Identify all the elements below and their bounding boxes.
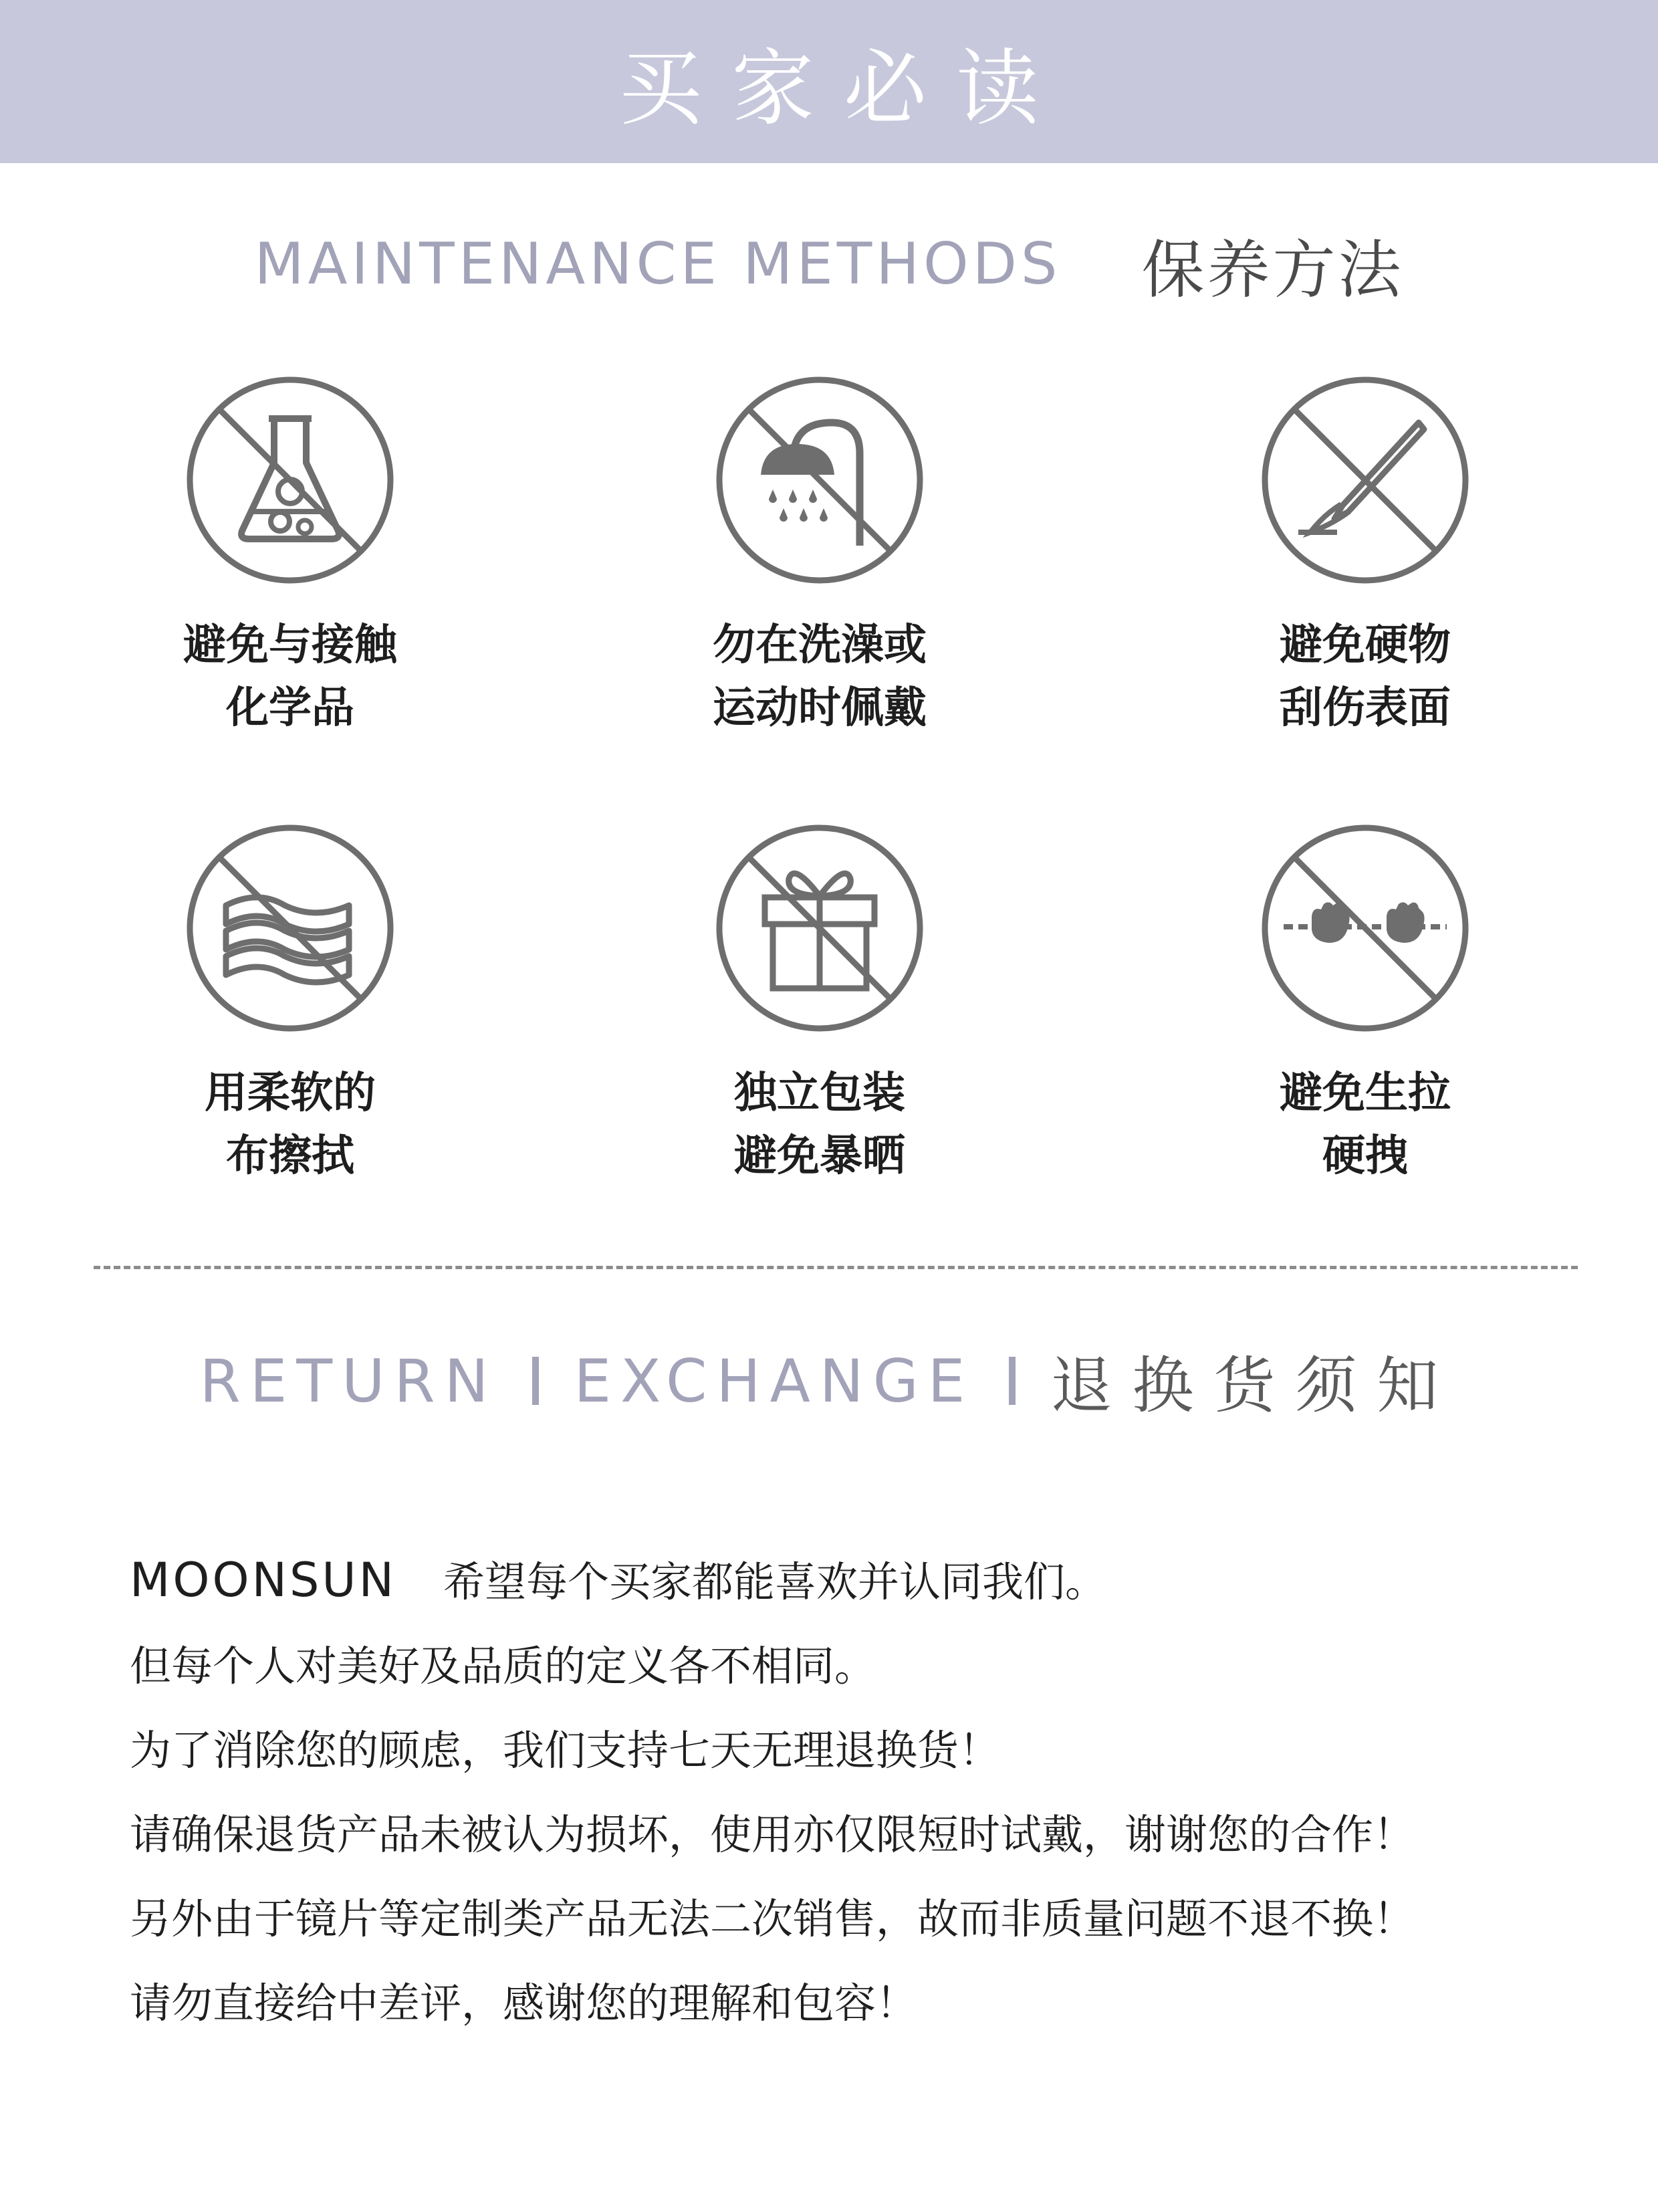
care-caption: 用柔软的 布擦拭 xyxy=(205,1069,376,1181)
no-chemicals-icon xyxy=(185,374,396,586)
care-item-shower xyxy=(619,374,1020,740)
exchange-title-en: EXCHANGE xyxy=(574,1346,975,1416)
care-caption: 避免与接触 化学品 xyxy=(183,621,397,733)
care-item-pulling xyxy=(1165,822,1566,1188)
maintenance-title-en: MAINTENANCE METHODS xyxy=(254,231,1062,298)
care-caption: 独立包装 避免暴晒 xyxy=(734,1069,905,1181)
care-item-scratch xyxy=(1165,374,1566,740)
no-shower-icon xyxy=(714,374,925,586)
maintenance-heading xyxy=(0,221,1658,308)
soft-cloth-icon xyxy=(185,822,396,1034)
care-item-packaging xyxy=(619,822,1020,1188)
title-separator xyxy=(532,1357,539,1405)
return-exchange-title-cn: 退换货须知 xyxy=(1050,1350,1459,1422)
gift-box-icon xyxy=(714,822,925,1034)
title-separator xyxy=(1009,1357,1016,1405)
notice-line: 另外由于镜片等定制类产品无法二次销售，故而非质量问题不退不换！ xyxy=(130,1894,1415,1943)
notice-line: MOONSUN 希望每个买家都能喜欢并认同我们。 xyxy=(130,1553,1107,1608)
brand-name: MOONSUN xyxy=(130,1553,396,1608)
care-caption: 避免生拉 硬拽 xyxy=(1280,1069,1451,1181)
return-exchange-heading xyxy=(0,1331,1658,1431)
care-caption: 勿在洗澡或 运动时佩戴 xyxy=(713,621,927,733)
maintenance-title-cn: 保养方法 xyxy=(1141,233,1404,307)
notice-line: 请勿直接给中差评，感谢您的理解和包容！ xyxy=(130,1979,918,2027)
care-caption: 避免硬物 刮伤表面 xyxy=(1280,621,1451,733)
notice-line: 为了消除您的顾虑，我们支持七天无理退换货！ xyxy=(130,1726,1001,1775)
return-notice xyxy=(130,1538,1567,2045)
notice-line: 请确保退货产品未被认为损坏，使用亦仅限短时试戴，谢谢您的合作！ xyxy=(130,1810,1415,1859)
care-item-chemicals xyxy=(90,374,491,740)
banner-title: 买家必读 xyxy=(618,41,1068,137)
notice-line: 但每个人对美好及品质的定义各不相同。 xyxy=(130,1642,876,1690)
no-scratch-icon xyxy=(1260,374,1471,586)
header-banner xyxy=(0,0,1658,163)
no-pulling-icon xyxy=(1260,822,1471,1034)
section-divider xyxy=(94,1266,1578,1269)
return-title-en: RETURN xyxy=(199,1346,498,1416)
care-item-cloth xyxy=(90,822,491,1188)
